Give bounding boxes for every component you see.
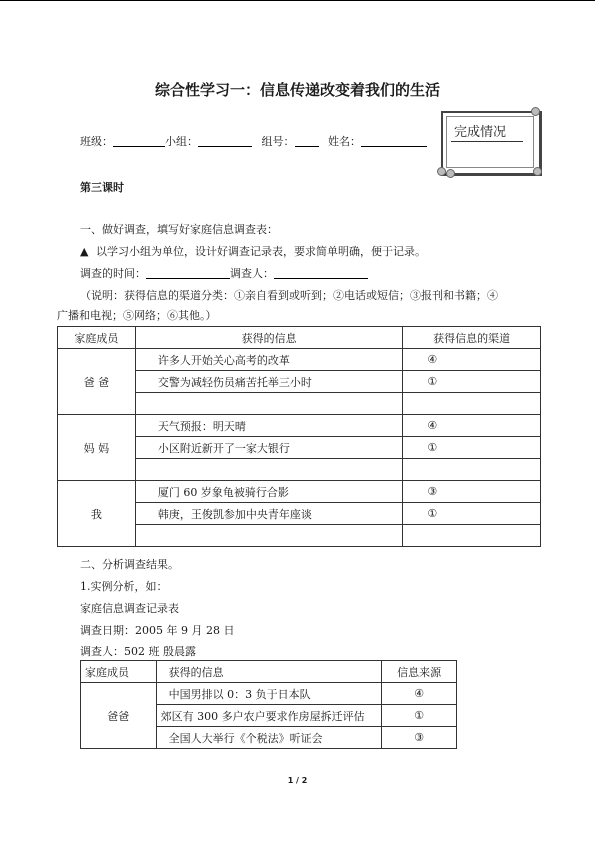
completion-status-box [437,107,543,178]
class-field[interactable] [113,134,165,147]
example-surveyor-line: 调查人：502 班 殷晨露 [80,645,196,658]
info-cell: 全国人大举行《个税法》听证会 [156,727,382,749]
info-cell[interactable] [135,393,402,415]
header-member: 家庭成员 [58,327,136,349]
page-top-rule [0,0,595,1]
example-label: 1.实例分析，如： [80,580,168,593]
table-row [58,349,541,371]
source-cell: ① [382,705,457,727]
info-line [80,133,427,149]
example-record-table [80,660,457,749]
info-cell: 许多人开始关心高考的改革 [135,349,402,371]
section2-heading: 二、分析调查结果。 [80,558,179,571]
survey-time-line [80,265,368,281]
number-field[interactable] [295,134,319,147]
info-cell: 交警为减轻伤员痛苦托举三小时 [135,371,402,393]
name-field[interactable] [361,134,427,147]
channel-cell: ④ [403,415,541,437]
table-header-row [81,661,457,683]
page-title: 综合性学习一：信息传递改变着我们的生活 [154,81,440,99]
member-cell: 妈 妈 [58,415,136,481]
status-box-label: 完成情况 [454,125,507,140]
section1-instruction [80,243,426,259]
class-label: 班级： [80,135,113,148]
name-label: 姓名： [328,135,361,148]
info-cell: 韩庚，王俊凯参加中央青年座谈 [135,503,402,525]
source-cell: ③ [382,727,457,749]
channel-cell: ① [403,371,541,393]
decor-dot-icon [446,169,455,178]
lesson-label: 第三课时 [80,181,124,194]
surveyor-label: 调查人： [230,267,274,280]
channel-cell[interactable] [403,393,541,415]
member-cell: 爸爸 [81,683,157,749]
channel-cell[interactable] [403,459,541,481]
instruction-text: 以学习小组为单位，设计好调查记录表，要求简单明确，便于记录。 [95,245,426,258]
header-info: 获得的信息 [156,661,382,683]
table-row [58,415,541,437]
header-source: 信息来源 [382,661,457,683]
decor-dot-icon [533,167,542,176]
note-line-1: （说明：获得信息的渠道分类：①亲自看到或听到；②电话或短信；③报刊和书籍；④ [80,289,498,302]
channel-cell: ④ [403,349,541,371]
channel-cell: ③ [403,481,541,503]
header-channel: 获得信息的渠道 [403,327,541,349]
triangle-bullet-icon: ▲ [80,245,89,258]
channel-cell: ① [403,503,541,525]
decor-dot-icon [531,107,540,116]
example-table-title: 家庭信息调查记录表 [80,602,179,615]
info-cell: 小区附近新开了一家大银行 [135,437,402,459]
info-cell: 中国男排以 0：3 负于日本队 [156,683,382,705]
source-cell: ④ [382,683,457,705]
family-survey-table [57,326,541,547]
survey-time-label: 调查的时间： [80,267,146,280]
group-label: 小组： [165,135,198,148]
table-header-row [58,327,541,349]
table-row [81,683,457,705]
page-number: 1 / 2 [287,776,308,785]
header-member: 家庭成员 [81,661,157,683]
member-cell: 我 [58,481,136,547]
number-label: 组号： [261,135,295,148]
member-cell: 爸 爸 [58,349,136,415]
info-cell: 天气预报：明天晴 [135,415,402,437]
info-cell[interactable] [135,525,402,547]
decor-dot-icon [437,167,446,176]
channel-cell[interactable] [403,525,541,547]
channel-cell: ① [403,437,541,459]
section1-heading: 一、做好调查，填写好家庭信息调查表： [80,223,278,236]
info-cell[interactable] [135,459,402,481]
group-field[interactable] [198,134,252,147]
header-info: 获得的信息 [135,327,402,349]
note-line-2: 广播和电视；⑤网络；⑥其他。） [57,309,217,322]
survey-date-line: 调查日期：2005 年 9 月 28 日 [80,624,235,637]
table-row [58,481,541,503]
surveyor-field[interactable] [274,266,368,279]
info-cell: 郊区有 300 多户农户要求作房屋拆迁评估 [156,705,382,727]
info-cell: 厦门 60 岁象龟被骑行合影 [135,481,402,503]
status-box-rule [451,141,523,142]
survey-time-field[interactable] [146,266,230,279]
